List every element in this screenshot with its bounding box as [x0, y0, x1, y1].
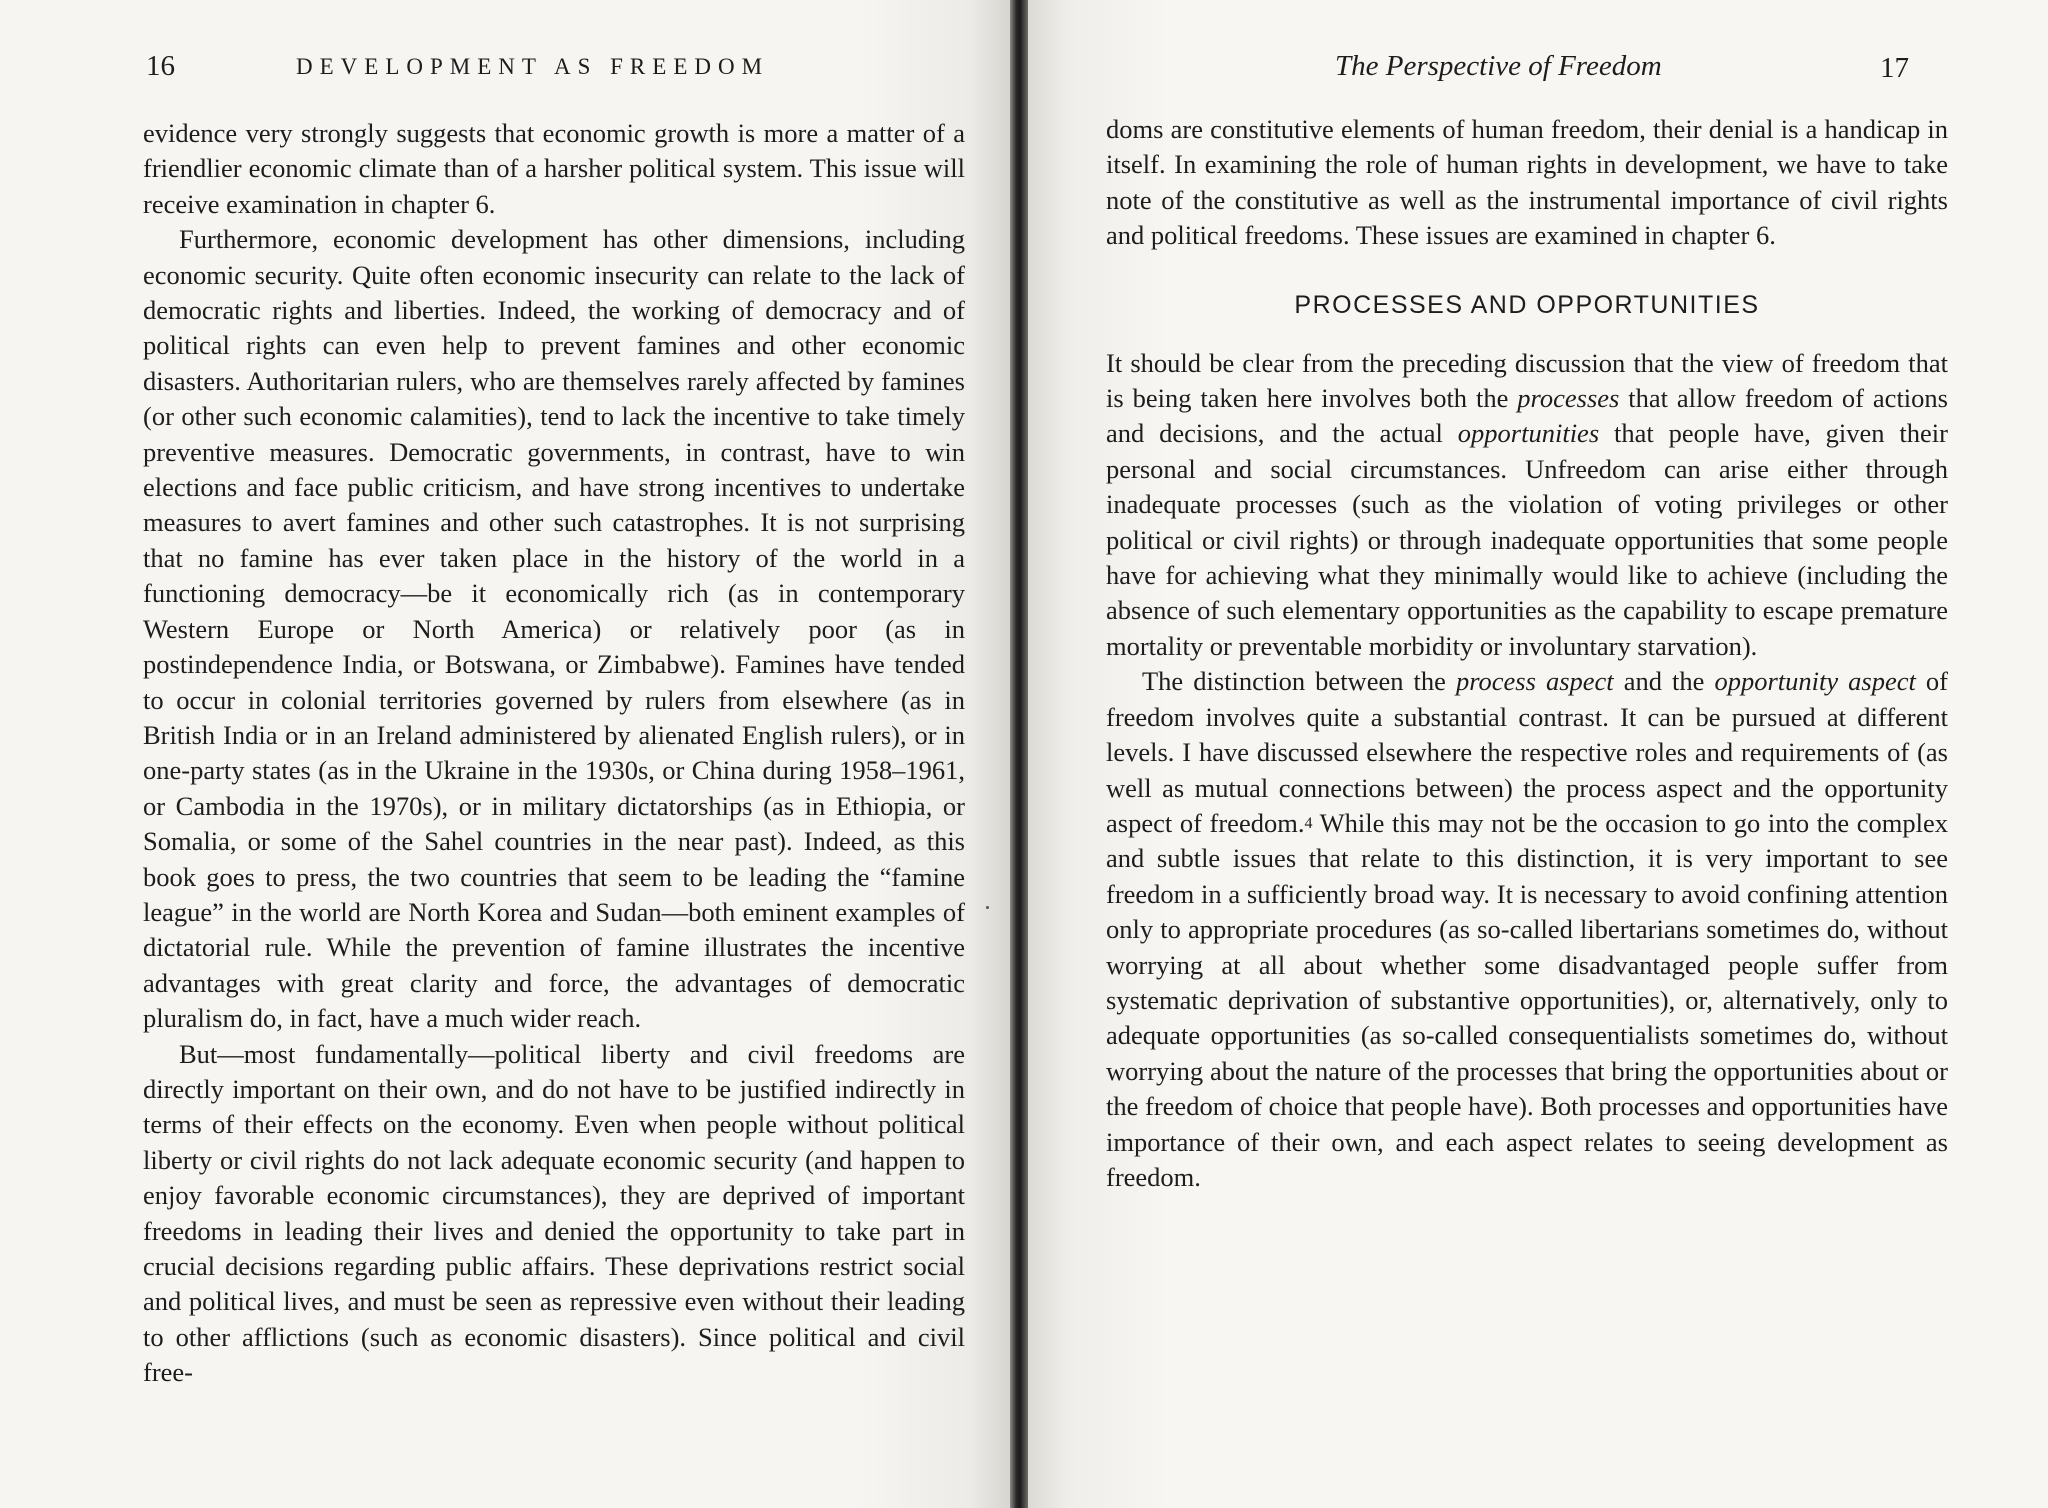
emphasis-process-aspect: process aspect [1455, 666, 1614, 697]
left-paragraph-2: Furthermore, economic development has other dimensions, including economic security. Quite often economic insecurity can relate to the lack of democratic rights and liberties. Indeed, the working of democracy and of political rights can even help to prevent famines and other economic disasters. Authoritarian rulers, who are themselves rarely affected by famines (or other such economic calamities), tend to lack the incentive to take timely preventive measures. Democratic governments, in contrast, have to win elections and face public criticism, and have strong incentives to undertake measures to avert famines and other such catastrophes. It is not surprising that no famine has ever taken place in the history of the world in a functioning democracy—be it economically rich (as in contemporary Western Europe or North America) or relatively poor (as in postindependence India, or Botswana, or Zimbabwe). Famines have tended to occur in colonial territories governed by rulers from elsewhere (as in British India or in an Ireland administered by alienated English rulers), or in one-party states (as in the Ukraine in the 1930s, or China during 1958–1961, or Cambodia in the 1970s), or in military dictatorships (as in Ethiopia, or Somalia, or some of the Sahel countries in the near past). Indeed, as this book goes to press, the two countries that seem to be leading the “famine league” in the world are North Korea and Sudan—both eminent examples of dictatorial rule. While the prevention of famine illustrates the incentive advantages with great clarity and force, the advantages of democratic pluralism do, in fact, have a much wider reach. [143, 224, 965, 1034]
page-speck [986, 906, 989, 909]
left-running-title: DEVELOPMENT AS FREEDOM [296, 54, 770, 79]
right-body-text [1106, 112, 1948, 1195]
left-paragraph-1: evidence very strongly suggests that economic growth is more a matter of a friendlier economic climate than of a harsher political system. This issue will receive examination in chapter 6. [143, 118, 965, 219]
text-run: that people have, given their personal and social circumstances. Unfreedom can arise either through inadequate processes (such as the violation of voting privileges or other political or civil rights) or through inadequate opportunities that some people have for achieving what they minimally would like to achieve (including the absence of such elementary opportunities as the capability to escape premature mortality or preventable morbidity or involuntary starvation). [1106, 418, 1948, 661]
section-heading: PROCESSES AND OPPORTUNITIES [1294, 290, 1760, 319]
emphasis-opportunities: opportunities [1457, 418, 1600, 449]
right-page-number: 17 [1880, 52, 1909, 84]
right-paragraph-2 [1106, 346, 1948, 665]
emphasis-opportunity-aspect: opportunity aspect [1714, 666, 1916, 697]
right-paragraph-1: doms are constitutive elements of human freedom, their denial is a handicap in itself. In examining the role of human rights in development, we have to take note of the constitutive as well as the instrumental importance of civil rights and political freedoms. These issues are examined in chapter 6. [1106, 114, 1948, 251]
right-running-title: The Perspective of Freedom [1335, 50, 1662, 82]
left-paragraph-3: But—most fundamentally—political liberty and civil freedoms are directly important on their own, and do not have to be justified indirectly in terms of their effects on the economy. Even when people without political liberty or civil rights do not lack adequate economic security (and happen to enjoy favorable economic circumstances), they are deprived of important freedoms in leading their lives and denied the opportunity to take part in crucial decisions regarding public affairs. These deprivations restrict social and political lives, and must be seen as repressive even without their leading to other afflictions (such as economic disasters). Since political and civil free- [143, 1038, 965, 1388]
text-run: It should be clear from the preceding discussion that the view of freedom that is being taken here involves both the [1106, 347, 1948, 414]
text-run: The distinction between the [1142, 666, 1456, 697]
right-page [1028, 0, 2048, 1508]
footnote-reference[interactable]: 4 [1304, 814, 1313, 832]
emphasis-processes: processes [1517, 383, 1620, 414]
book-gutter [1010, 0, 1028, 1508]
right-paragraph-3 [1106, 664, 1948, 1195]
text-run: While this may not be the occasion to go into the complex and subtle issues that relate to this distinction, it is very important to see freedom in a sufficiently broad way. It is necessary to avoid confining attention only to appropriate procedures (as so-called libertarians sometimes do, without worrying at all about whether some disadvantaged people suffer from systematic deprivation of substantive opportunities), or, alternatively, only to adequate opportunities (as so-called consequentialists sometimes do, without worrying about the nature of the processes that bring the opportunities about or the freedom of choice that people have). Both processes and opportunities have importance of their own, and each aspect relates to seeing development as freedom. [1106, 807, 1949, 1192]
left-page-number: 16 [146, 50, 175, 82]
text-run: and the [1613, 666, 1715, 697]
left-page [0, 0, 1010, 1508]
left-body-text [143, 116, 965, 1391]
text-run: of freedom involves quite a substantial contrast. It can be pursued at different levels. I have discussed elsewhere the respective roles and requirements of (as well as mutual connections between) the process aspect and the opportunity aspect of freedom. [1106, 666, 1948, 838]
text-run: that allow freedom of actions and decisions, and the actual [1106, 383, 1948, 449]
